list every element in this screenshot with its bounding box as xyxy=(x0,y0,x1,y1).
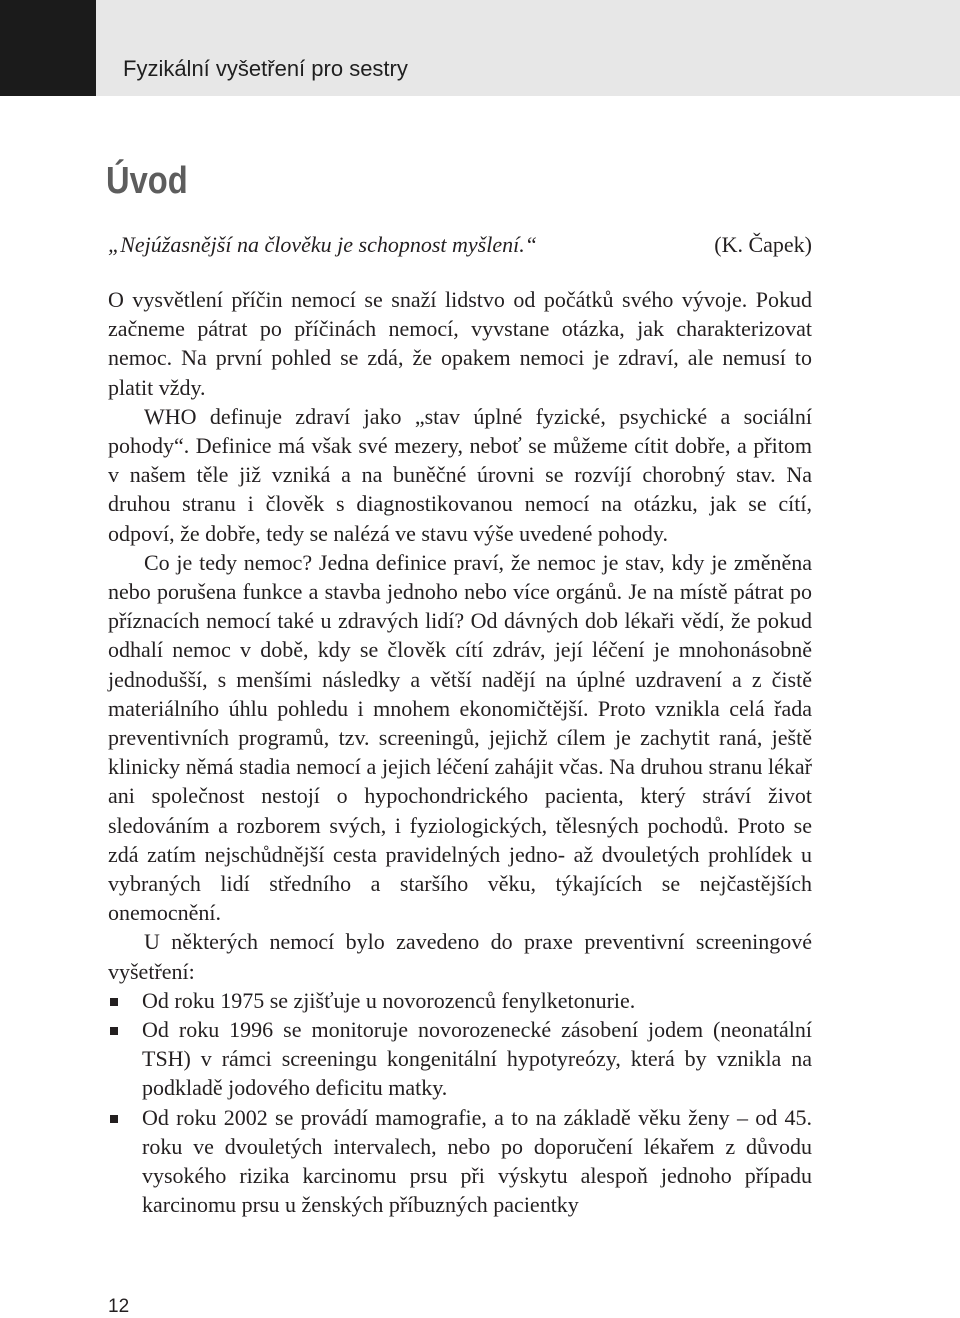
list-item xyxy=(108,986,812,1015)
running-head-title: Fyzikální vyšetření pro sestry xyxy=(123,56,408,81)
paragraph: Co je tedy nemoc? Jedna definice praví, že nemoc je stav, kdy je změněna nebo porušena funkce a stavba jednoho nebo více orgánů. Je na místě pátrat po příznacích nemocí také u zdravých lidí? Od dávných dob lékaři vědí, že pokud odhalí nemoc v době, kdy se člověk cítí zdráv, její léčení je mnohonásobně jednodušší, s menšími následky a větší nadějí na úplné uzdravení a z čistě materiálního úhlu pohledu i mnohem ekonomičtější. Proto vznikla celá řada preventivních programů, tzv. screeningů, jejichž cílem je zachytit raná, ještě klinicky němá stadia nemocí a jejich léčení zahájit včas. Na druhou stranu lékař ani společnost nestojí o hypochondrického pacienta, který stráví život sledováním a rozborem svých, i fyziologických, tělesných pochodů. Proto se zdá zatím nejschůdnější cesta pravidelných jedno- až dvouletých prohlídek u vybraných lidí středního a staršího věku, týkajících se nejčastějších onemocnění. xyxy=(108,549,812,926)
chapter-title: Úvod xyxy=(106,160,188,202)
epigraph xyxy=(108,230,812,260)
square-bullet-icon xyxy=(110,1115,118,1123)
bullet-list xyxy=(108,986,812,1220)
epigraph-author: (K. Čapek) xyxy=(714,232,812,257)
page-number: 12 xyxy=(108,1296,130,1317)
list-item xyxy=(108,1103,812,1220)
square-bullet-icon xyxy=(110,998,118,1006)
header-color-block xyxy=(0,0,96,96)
paragraph: WHO definuje zdraví jako „stav úplné fyzické, psychické a sociální pohody“. Definice má však své mezery, neboť se můžeme cítit dobře, a přitom v našem těle již vzniká a na buněčné úrovni se rozvíjí chorobný stav. Na druhou stranu i člověk s diagnostikovanou nemocí na otázku, jak se cítí, odpoví, že dobře, tedy se nalézá ve stavu výše uvedené pohody. xyxy=(108,403,812,546)
list-item xyxy=(108,1015,812,1103)
paragraph: O vysvětlení příčin nemocí se snaží lidstvo od počátků svého vývoje. Pokud začneme pátrat po příčinách nemocí, vyvstane otázka, jak charakterizovat nemoc. Na první pohled se zdá, že opakem nemoci je zdraví, ale nemusí to platit vždy. xyxy=(108,287,812,400)
epigraph-quote: „Nejúžasnější na člověku je schopnost myšlení.“ xyxy=(108,232,537,257)
list-item-text: Od roku 2002 se provádí mamografie, a to na základě věku ženy – od 45. roku ve dvouletých intervalech, nebo po doporučení lékařem z důvodu vysokého rizika karcinomu prsu při výskytu alespoň jednoho případu karcinomu prsu u ženských příbuzných pacientky xyxy=(142,1104,812,1218)
list-item-text: Od roku 1975 se zjišťuje u novorozenců fenylketonurie. xyxy=(142,987,636,1013)
paragraph: U některých nemocí bylo zavedeno do praxe preventivní screeningové vyšetření: xyxy=(108,929,812,984)
square-bullet-icon xyxy=(110,1027,118,1035)
list-item-text: Od roku 1996 se monitoruje novorozenecké zásobení jodem (neonatální TSH) v rámci screeningu kongenitální hypotyreózy, která by vznikla na podkladě jodového deficitu matky. xyxy=(142,1017,812,1101)
body-text xyxy=(108,285,812,1220)
running-header xyxy=(0,0,960,96)
